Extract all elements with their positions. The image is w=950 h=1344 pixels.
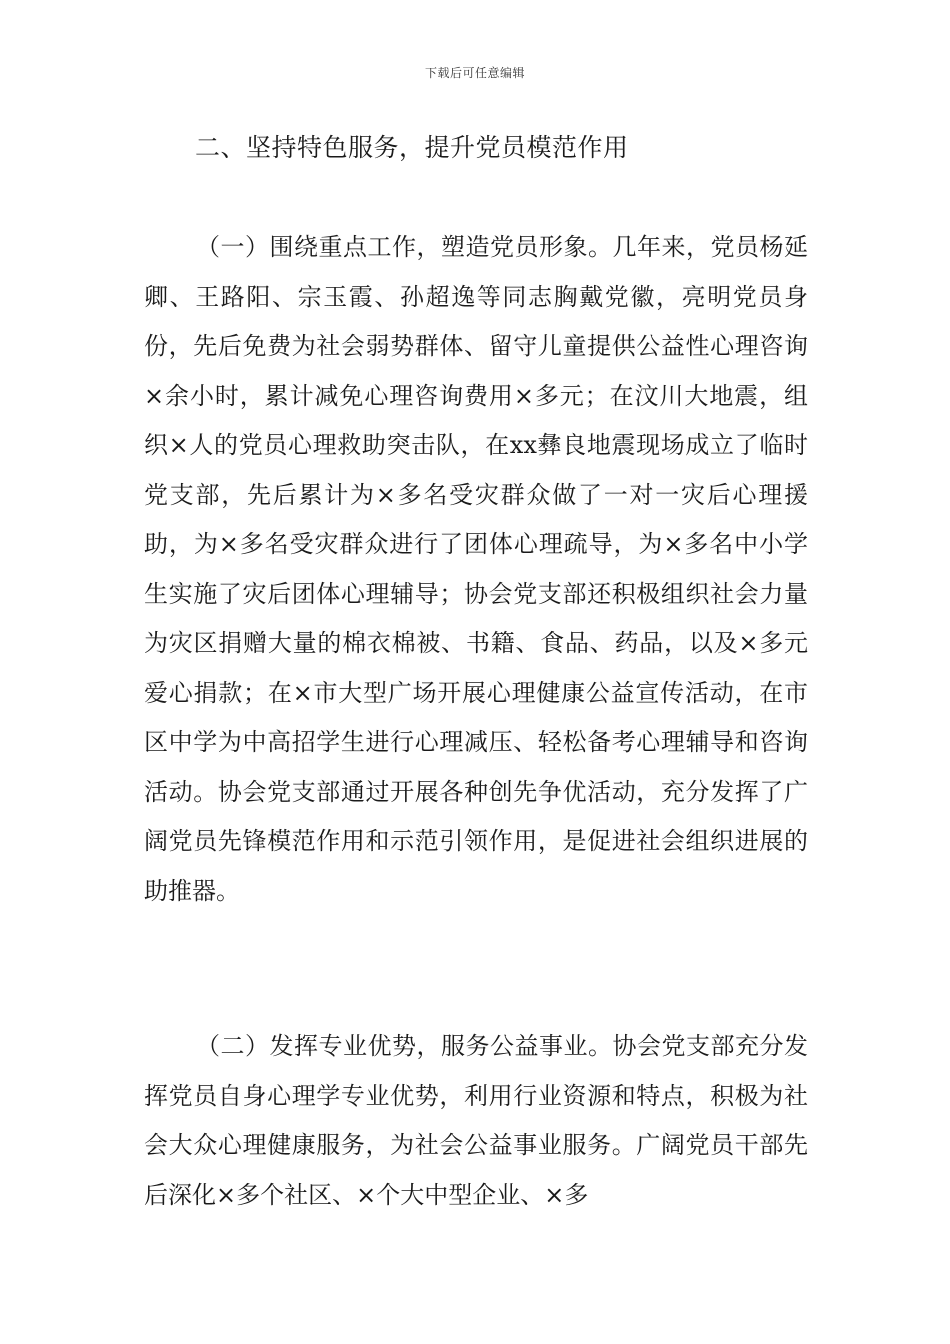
body-paragraph-2: （二）发挥专业优势，服务公益事业。协会党支部充分发挥党员自身心理学专业优势，利用行业资源和特点，积极为社会大众心理健康服务，为社会公益事业服务。广阔党员干部先后深化×多个社区、×个大中型企业、×多 (144, 1032, 808, 1209)
section-heading: 二、坚持特色服务，提升党员模范作用 (195, 133, 629, 162)
page-header-note: 下载后可任意编辑 (424, 66, 525, 80)
body-paragraph-1: （一）围绕重点工作，塑造党员形象。几年来，党员杨延卿、王路阳、宗玉霞、孙超逸等同志胸戴党徽，亮明党员身份，先后免费为社会弱势群体、留守儿童提供公益性心理咨询×余小时，累计减免心理咨询费用×多元；在汶川大地震，组织×人的党员心理救助突击队，在xx彝良地震现场成立了临时党支部，先后累计为×多名受灾群众做了一对一灾后心理援助，为×多名受灾群众进行了团体心理疏导，为×多名中小学生实施了灾后团体心理辅导；协会党支部还积极组织社会力量为灾区捐赠大量的棉衣棉被、书籍、食品、药品，以及×多元爱心捐款；在×市大型广场开展心理健康公益宣传活动，在市区中学为中高招学生进行心理减压、轻松备考心理辅导和咨询活动。协会党支部通过开展各种创先争优活动，充分发挥了广阔党员先锋模范作用和示范引领作用，是促进社会组织进展的助推器。 (144, 233, 808, 905)
